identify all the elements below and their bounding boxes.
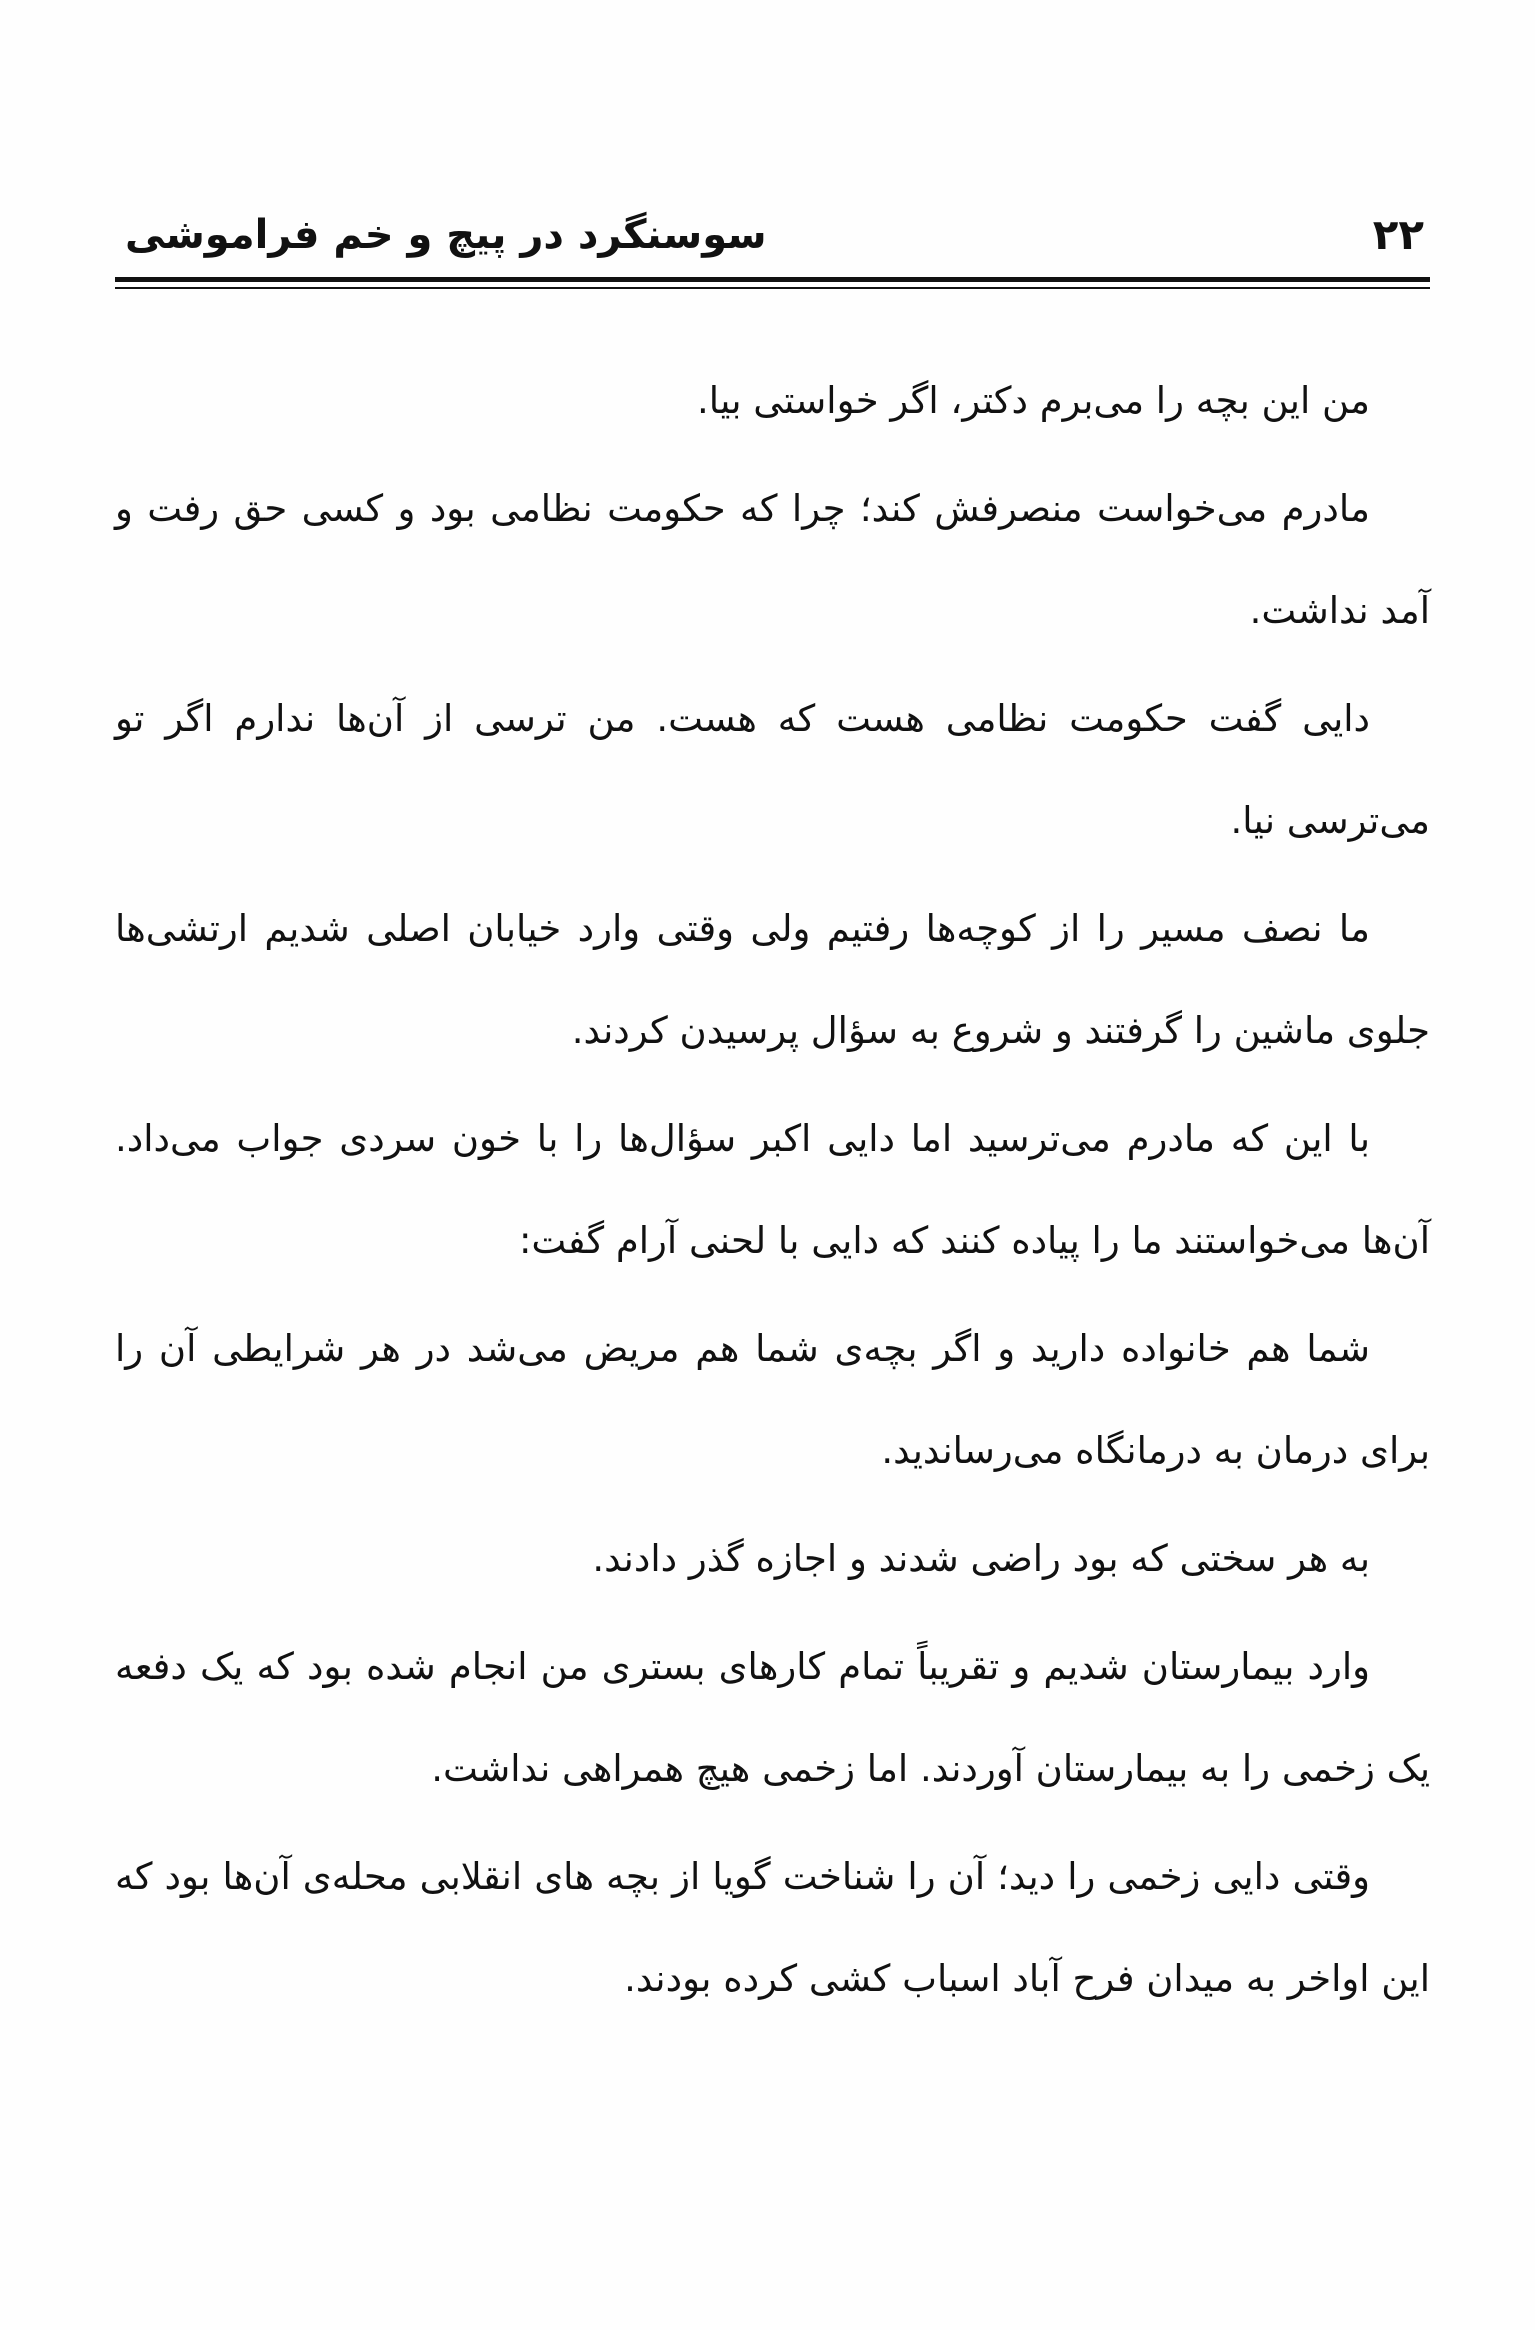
paragraph: وارد بیمارستان شدیم و تقریباً تمام کارهای بستری من انجام شده بود که یک دفعه یک زخمی را به بیمارستان آوردند. اما زخمی هیچ همراهی نداشت. — [115, 1645, 1430, 1790]
book-title: سوسنگرد در پیچ و خم فراموشی — [125, 212, 767, 258]
page-number: ۲۲ — [1372, 210, 1424, 259]
paragraph: به هر سختی که بود راضی شدند و اجازه گذر دادند. — [592, 1537, 1370, 1580]
paragraph: دایی گفت حکومت نظامی هست که هست. من ترسی از آن‌ها ندارم اگر تو می‌ترسی نیا. — [115, 697, 1430, 842]
header-rule-thin — [115, 287, 1430, 289]
paragraph: با این که مادرم می‌ترسید اما دایی اکبر سؤال‌ها را با خون سردی جواب می‌داد. آن‌ها می‌خواستند ما را پیاده کنند که دایی با لحنی آرام گفت: — [115, 1117, 1430, 1262]
body-text — [115, 350, 1430, 2036]
paragraph: شما هم خانواده دارید و اگر بچه‌ی شما هم مریض می‌شد در هر شرایطی آن را برای درمان به درمانگاه می‌رساندید. — [115, 1327, 1430, 1472]
paragraph: مادرم می‌خواست منصرفش کند؛ چرا که حکومت نظامی بود و کسی حق رفت و آمد نداشت. — [115, 487, 1430, 632]
paragraph: من این بچه را می‌برم دکتر، اگر خواستی بیا. — [697, 379, 1370, 422]
paragraph: وقتی دایی زخمی را دید؛ آن را شناخت گویا از بچه های انقلابی محله‌ی آن‌ها بود که این اواخر به میدان فرح آباد اسباب کشی کرده بودند. — [115, 1855, 1430, 2000]
header-rule-thick — [115, 277, 1430, 282]
paragraph: ما نصف مسیر را از کوچه‌ها رفتیم ولی وقتی وارد خیابان اصلی شدیم ارتشی‌ها جلوی ماشین را گرفتند و شروع به سؤال پرسیدن کردند. — [115, 907, 1430, 1052]
running-header — [115, 200, 1430, 270]
